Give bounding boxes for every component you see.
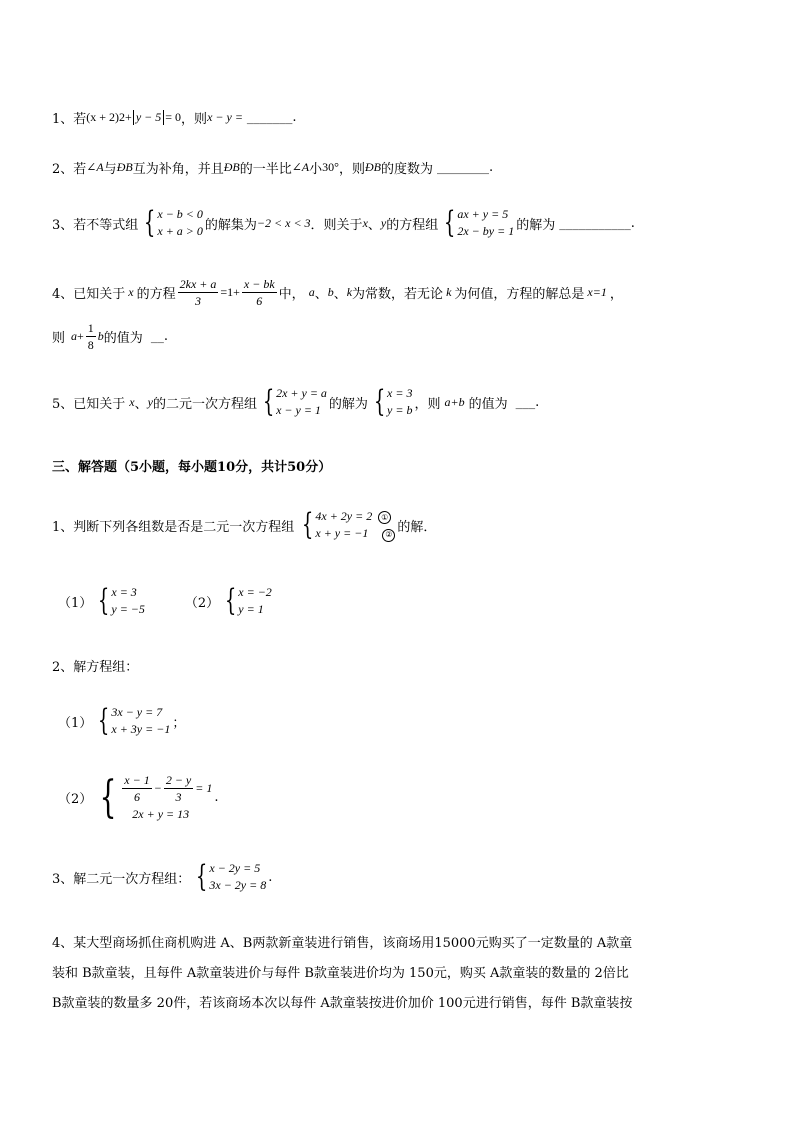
q4-fraction-3 xyxy=(86,322,96,351)
q5-sys2-row-1: x = 3 xyxy=(387,386,413,400)
brace-icon: { xyxy=(98,703,110,739)
q3-var-x: x xyxy=(362,215,368,230)
q2-text-5: ，则 xyxy=(338,162,365,177)
a2-part-2-minus: − xyxy=(153,781,162,796)
q1-abs-expr: y − 5 xyxy=(133,110,164,125)
a1-part-2-row-1: x = −2 xyxy=(238,585,272,599)
q5-var-y: y xyxy=(147,394,153,409)
q1-eq0: = 0 xyxy=(165,110,182,124)
q3-sys1-row-2: x + a > 0 xyxy=(157,224,203,239)
q4-solution: x=1 xyxy=(587,285,607,299)
q2-blank[interactable]: ________ xyxy=(436,160,489,175)
a1-part-1-row-1: x = 3 xyxy=(111,585,137,599)
a4-line-1: 4、某大型商场抓住商机购进 A、B两款新童装进行销售，该商场用15000元购买了一定数量的 A款童 xyxy=(52,936,633,951)
q2-text-2: 互为补角，并且 xyxy=(132,162,224,177)
q5-equation-system xyxy=(259,385,327,420)
q1-exponent: 2 xyxy=(119,110,126,124)
a2-part-2-frac1-num: x − 1 xyxy=(124,773,150,787)
q2-angle-a: ∠A xyxy=(86,160,104,174)
answer-question-1 xyxy=(52,508,436,543)
q2-angle-b-3: ÐB xyxy=(364,160,381,174)
q5-sys1-row-2: x − y = 1 xyxy=(276,403,321,418)
a2-part-1-row-2: x + 3y = −1 xyxy=(111,722,171,737)
q5-solution-system xyxy=(370,385,413,420)
answer-question-1-parts xyxy=(58,584,274,619)
q4-sep-1: 、 xyxy=(314,287,328,302)
q3-sys1-row-1: x − b < 0 xyxy=(157,207,203,221)
a2-number: 2、解方程组： xyxy=(52,660,139,675)
q4-plus: + xyxy=(77,329,84,343)
q2-angle-b: ÐB xyxy=(116,160,133,174)
q3-inequality-system xyxy=(140,206,203,241)
q3-text-4: 的解为 xyxy=(516,217,556,233)
q2-degree: 30° xyxy=(322,160,339,174)
a1-number: 1、判断下列各组数是否是二元一次方程组 xyxy=(52,519,295,535)
a3-equation-system xyxy=(192,860,266,895)
q4-var-k-2: k xyxy=(446,285,452,299)
q4-text-1: 的方程 xyxy=(136,287,176,302)
q4-blank[interactable]: __ xyxy=(150,329,164,344)
brace-icon: { xyxy=(98,583,110,619)
q3-sys2-row-2: 2x − by = 1 xyxy=(457,224,515,239)
q4-text-5: ， xyxy=(609,287,623,302)
q5-blank[interactable]: ___ xyxy=(515,394,536,410)
q4-frac1-num: 2kx + a xyxy=(179,277,217,291)
a1-part-2-system xyxy=(221,584,272,619)
a3-sys-row-1: x − 2y = 5 xyxy=(209,861,261,875)
q1-expr-a: (x + 2) xyxy=(86,110,120,124)
q4-fraction-1 xyxy=(178,278,219,307)
q3-end: . xyxy=(630,215,635,231)
q4-number: 4、已知关于 xyxy=(52,287,126,302)
q3-text-1: 的解集为 xyxy=(204,217,257,233)
a2-part-2-label: （2） xyxy=(58,792,93,808)
q4-text-4: 为何值，方程的解总是 xyxy=(454,287,585,302)
q4-var-b-2: b xyxy=(97,329,104,343)
q1-number: 1、若 xyxy=(52,112,87,127)
brace-icon: { xyxy=(262,384,275,420)
brace-icon: { xyxy=(144,205,156,241)
a1-equation-system xyxy=(298,508,395,543)
q4-fraction-2 xyxy=(242,278,277,307)
circle-two-icon: ② xyxy=(382,529,395,542)
q3-blank[interactable]: ___________ xyxy=(559,215,631,231)
a1-part-2-label: （2） xyxy=(184,595,220,611)
q4-text-2: 中， xyxy=(278,287,305,302)
fill-question-4 xyxy=(52,278,623,307)
q3-range: −2 < x < 3 xyxy=(256,215,311,230)
q1-end: . xyxy=(292,110,297,125)
q5-sys2-row-2: y = b xyxy=(387,403,413,418)
fill-question-1 xyxy=(52,108,297,127)
q2-end: . xyxy=(488,160,494,175)
answer-question-2-part-2 xyxy=(58,771,219,823)
q2-text-6: 的度数为 xyxy=(380,162,433,177)
q4-frac2-den: 6 xyxy=(256,294,263,308)
a2-part-2-system xyxy=(94,771,213,823)
q5-text-3: ，则 xyxy=(414,396,441,412)
q5-end: . xyxy=(535,394,540,410)
a2-part-2-row-2: 2x + y = 13 xyxy=(132,807,190,821)
a2-part-1-row-1: 3x − y = 7 xyxy=(111,705,163,719)
q1-blank[interactable]: _______ xyxy=(246,110,293,125)
q4-line2-start: 则 xyxy=(52,331,66,346)
q4-sep-2: 、 xyxy=(333,287,347,302)
q4-var-b: b xyxy=(327,285,334,299)
q4-text-3: 为常数，若无论 xyxy=(352,287,444,302)
a1-sys-row-1: 4x + 2y = 2 xyxy=(315,509,373,523)
fill-question-5 xyxy=(52,385,539,420)
q5-text-2: 的解为 xyxy=(328,396,368,412)
section-3-title: 三、解答题（5小题，每小题10分，共计50分） xyxy=(52,460,332,475)
q2-angle-b-2: ÐB xyxy=(223,160,240,174)
q4-var-k: k xyxy=(346,285,353,299)
a3-number: 3、解二元一次方程组： xyxy=(52,871,191,887)
q2-number: 2、若 xyxy=(52,162,87,177)
q3-var-y: y xyxy=(380,215,387,230)
brace-icon: { xyxy=(196,859,208,895)
a1-text-1: 的解． xyxy=(397,519,437,535)
q3-text-3: 的方程组 xyxy=(386,217,439,233)
q5-sep: 、 xyxy=(134,396,148,412)
fill-question-2 xyxy=(52,158,493,177)
fill-question-3 xyxy=(52,206,635,241)
a1-part-1-row-2: y = −5 xyxy=(111,602,145,617)
q5-sum: a+b xyxy=(444,394,465,409)
a2-part-2-frac2-num: 2 − y xyxy=(165,773,192,787)
a2-part-2-frac1-den: 6 xyxy=(134,790,140,804)
a2-part-2-frac2-den: 3 xyxy=(175,790,182,804)
q1-plus: + xyxy=(125,110,132,124)
a1-part-1-label: （1） xyxy=(58,595,93,611)
q5-text-1: 的二元一次方程组 xyxy=(152,396,257,412)
a3-end: . xyxy=(268,869,273,885)
a1-part-1-system xyxy=(94,584,145,619)
circle-one-icon: ① xyxy=(378,511,391,524)
q4-frac3-num: 1 xyxy=(87,321,94,335)
a1-part-2-row-2: y = 1 xyxy=(238,602,264,617)
brace-icon: { xyxy=(225,583,237,619)
q3-text-2: ．则关于 xyxy=(310,217,363,233)
a2-part-2-end: . xyxy=(214,790,219,806)
q4-frac1-den: 3 xyxy=(195,294,201,308)
a2-part-2-eq1: = 1 xyxy=(195,781,213,796)
a2-part-2-frac-2 xyxy=(164,774,193,803)
q4-var-a: a xyxy=(308,285,315,299)
q5-number: 5、已知关于 xyxy=(52,396,126,412)
brace-icon: { xyxy=(444,205,456,241)
answer-question-2-part-1 xyxy=(58,704,185,739)
q2-text-1: 与 xyxy=(103,162,117,177)
brace-icon: { xyxy=(302,507,314,543)
a2-part-1-end: ； xyxy=(172,715,186,731)
q1-then: ，则 xyxy=(181,112,208,127)
a2-part-1-label: （1） xyxy=(58,715,93,731)
q3-sep: 、 xyxy=(367,217,381,233)
answer-question-2 xyxy=(52,656,138,675)
q2-text-3: 的一半比 xyxy=(239,162,292,177)
a3-sys-row-2: 3x − 2y = 8 xyxy=(209,878,267,893)
q5-var-x: x xyxy=(129,394,135,409)
q1-target: x − y = xyxy=(207,110,243,124)
q4-end: . xyxy=(163,329,168,344)
a4-line-3: B款童装的数量多 20件，若该商场本次以每件 A款童装按进价加价 100元进行销售，每件 B款童装按 xyxy=(52,996,633,1011)
fill-question-4-line-2 xyxy=(52,322,168,351)
a4-line-2: 装和 B款童装，且每件 A款童装进价与每件 B款童装进价均为 150元，购买 A款童装的数量的 2倍比 xyxy=(52,966,629,981)
q4-var-a-2: a xyxy=(71,329,78,343)
q4-equals: =1+ xyxy=(220,285,240,299)
q4-frac3-den: 8 xyxy=(87,338,94,352)
q4-frac2-num: x − bk xyxy=(243,277,275,291)
answer-question-3 xyxy=(52,860,272,895)
q3-number: 3、若不等式组 xyxy=(52,217,139,233)
a2-part-2-frac-1 xyxy=(122,774,151,803)
q3-sys2-row-1: ax + y = 5 xyxy=(457,207,509,221)
q4-text-6: 的值为 xyxy=(103,331,143,346)
q4-var-x: x xyxy=(128,285,134,299)
a2-part-1-system xyxy=(94,704,170,739)
q3-equation-system xyxy=(440,206,514,241)
q2-angle-a-2: ∠A xyxy=(291,160,310,174)
brace-icon: { xyxy=(99,771,117,823)
q2-text-4: 小 xyxy=(309,162,323,177)
q5-text-4: 的值为 xyxy=(468,396,508,412)
a1-sys-row-2: x + y = −1 xyxy=(315,526,369,541)
q5-sys1-row-1: 2x + y = a xyxy=(276,386,327,400)
brace-icon: { xyxy=(373,384,386,420)
